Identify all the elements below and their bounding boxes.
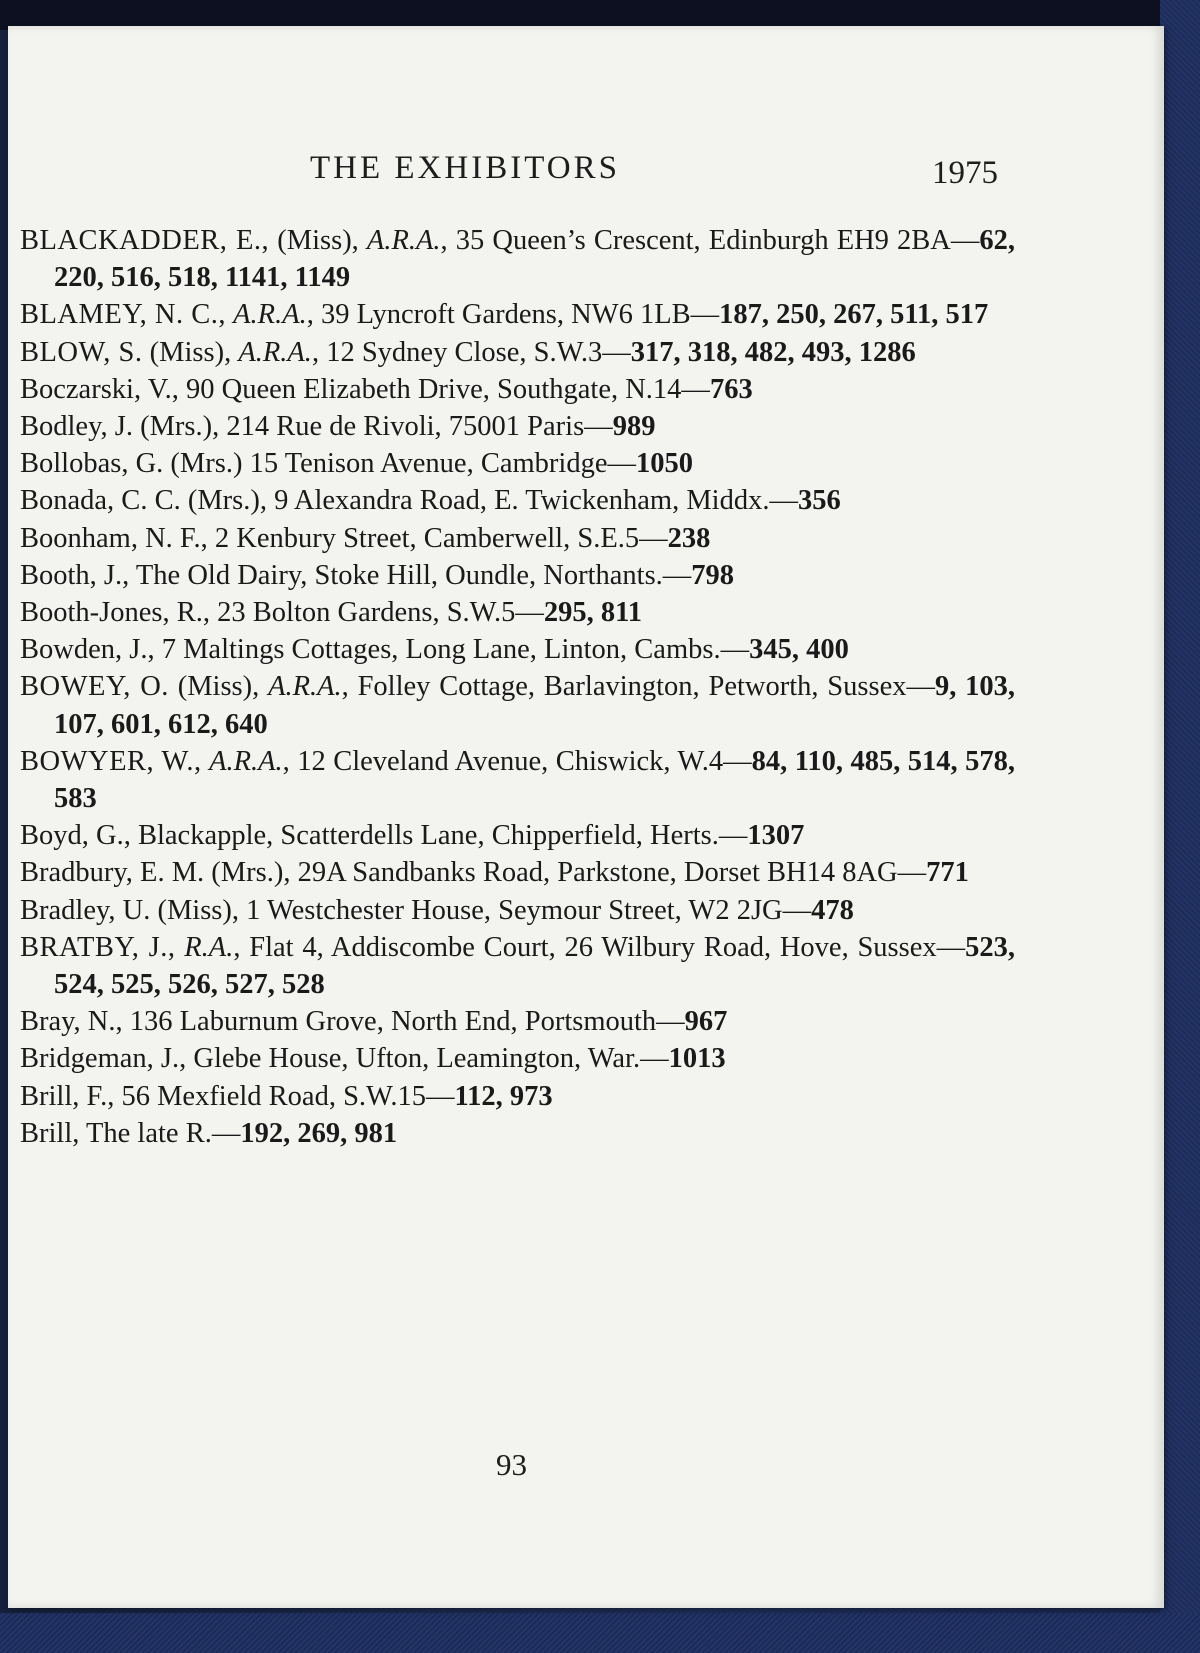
exhibitor-entry — [20, 482, 1015, 519]
exhibitor-entry — [20, 929, 1015, 1003]
exhibitor-address: 9 Alexandra Road, E. Twickenham, Middx.— — [266, 485, 798, 517]
exhibitor-name: Brill, F., — [20, 1080, 115, 1112]
exhibitor-name: Boczarski, V., — [20, 373, 179, 405]
catalogue-numbers: 238 — [667, 522, 711, 554]
exhibitor-detail — [202, 746, 209, 777]
exhibitor-address: , 12 Cleveland Avenue, Chiswick, W.4— — [282, 745, 752, 777]
exhibitor-address: 56 Mexfield Road, S.W.15— — [114, 1080, 455, 1112]
exhibitor-entry — [20, 854, 1015, 891]
exhibitor-name: BOWEY, O. — [20, 671, 169, 703]
exhibitor-name: BRATBY, J., — [20, 931, 176, 963]
exhibitor-entry — [20, 1003, 1015, 1040]
exhibitor-entry — [20, 408, 1015, 445]
exhibitor-detail: (Mrs.), — [180, 485, 267, 517]
catalogue-numbers: 523, 524, 525, 526, 527, 528 — [54, 931, 1016, 1001]
exhibitor-honour: A.R.A. — [366, 225, 441, 256]
exhibitor-address: 136 Laburnum Grove, North End, Portsmouth— — [122, 1006, 685, 1038]
exhibitor-address: 1 Westchester House, Seymour Street, W2 2JG— — [239, 894, 812, 926]
exhibitor-address: Glebe House, Ufton, Leamington, War.— — [186, 1043, 669, 1075]
running-head-title: THE EXHIBITORS — [310, 150, 620, 186]
exhibitor-entry — [20, 743, 1015, 817]
running-head-year: 1975 — [932, 155, 998, 191]
exhibitor-name: Bollobas, G. — [20, 448, 164, 480]
exhibitor-name: Bridgeman, J., — [20, 1043, 187, 1075]
exhibitor-detail: (Miss), — [269, 225, 367, 256]
exhibitor-entry — [20, 1078, 1015, 1115]
exhibitor-entry — [20, 296, 1015, 333]
catalogue-numbers: 9, 103, 107, 601, 612, 640 — [54, 671, 1016, 740]
exhibitor-address: 90 Queen Elizabeth Drive, Southgate, N.14— — [178, 373, 710, 405]
exhibitor-address: The Old Dairy, Stoke Hill, Oundle, Northants.— — [129, 559, 692, 591]
exhibitor-name: Bodley, J. — [20, 411, 133, 443]
exhibitor-address: The late R.— — [79, 1117, 241, 1149]
exhibitor-name: BLACKADDER, E., — [20, 225, 270, 256]
exhibitor-detail: (Mrs.) — [163, 448, 243, 480]
exhibitor-name: Bray, N., — [20, 1006, 123, 1038]
exhibitor-name: Bowden, J., — [20, 634, 155, 666]
exhibitor-address: , Folley Cottage, Barlavington, Petworth, Sussex— — [341, 671, 935, 703]
catalogue-numbers: 771 — [926, 857, 969, 889]
exhibitor-entry — [20, 1115, 1015, 1152]
catalogue-numbers: 345, 400 — [749, 634, 849, 666]
exhibitor-address: , 39 Lyncroft Gardens, NW6 1LB— — [306, 299, 720, 331]
exhibitor-address: , 35 Queen’s Crescent, Edinburgh EH9 2BA— — [440, 225, 980, 256]
exhibitor-name: Booth, J., — [20, 559, 130, 591]
exhibitor-entry — [20, 520, 1015, 557]
exhibitor-entry — [20, 371, 1015, 408]
exhibitor-entry — [20, 222, 1015, 296]
exhibitor-honour: A.R.A. — [209, 745, 283, 777]
exhibitor-honour: A.R.A. — [233, 299, 307, 331]
catalogue-numbers: 84, 110, 485, 514, 578, 583 — [54, 745, 1015, 815]
catalogue-numbers: 1307 — [747, 820, 805, 852]
exhibitor-address: , Flat 4, Addiscombe Court, 26 Wilbury Road, Hove, Sussex— — [233, 931, 966, 963]
exhibitor-entry — [20, 892, 1015, 929]
book-cover-cloth-bottom — [0, 1613, 1200, 1653]
exhibitor-name: Bradley, U. — [20, 894, 151, 926]
exhibitor-address: 214 Rue de Rivoli, 75001 Paris— — [219, 411, 613, 443]
catalogue-numbers: 192, 269, 981 — [240, 1117, 398, 1149]
catalogue-numbers: 967 — [684, 1006, 728, 1038]
exhibitor-name: Bradbury, E. M. — [20, 857, 205, 889]
exhibitor-entry — [20, 594, 1015, 631]
catalogue-numbers: 112, 973 — [454, 1080, 553, 1112]
exhibitor-entry — [20, 1040, 1015, 1077]
exhibitor-name: Boyd, G., — [20, 820, 131, 852]
book-cover-cloth-right — [1160, 0, 1200, 1653]
exhibitor-address: 23 Bolton Gardens, S.W.5— — [210, 597, 544, 629]
exhibitor-entry — [20, 631, 1015, 668]
catalogue-numbers: 798 — [691, 559, 735, 591]
catalogue-numbers: 295, 811 — [543, 597, 643, 629]
catalogue-numbers: 187, 250, 267, 511, 517 — [719, 299, 989, 331]
exhibitor-honour: A.R.A. — [268, 671, 342, 703]
catalogue-numbers: 763 — [709, 373, 753, 405]
exhibitor-entry — [20, 817, 1015, 854]
exhibitor-name: BLOW, S. — [20, 336, 143, 368]
catalogue-numbers: 356 — [797, 485, 841, 517]
exhibitor-address: 29A Sandbanks Road, Parkstone, Dorset BH14 8AG— — [290, 857, 927, 889]
exhibitor-detail: (Miss), — [150, 894, 240, 926]
exhibitor-honour: A.R.A. — [238, 336, 312, 368]
exhibitor-detail: (Mrs.), — [132, 411, 220, 443]
exhibitor-list — [20, 222, 1015, 1152]
exhibitor-entry — [20, 334, 1015, 371]
exhibitor-entry — [20, 445, 1015, 482]
exhibitor-detail: (Mrs.), — [204, 857, 291, 889]
exhibitor-address: Blackapple, Scatterdells Lane, Chipperfield, Herts.— — [130, 820, 748, 852]
exhibitor-address: 2 Kenbury Street, Camberwell, S.E.5— — [207, 522, 668, 554]
catalogue-numbers: 478 — [811, 894, 854, 926]
exhibitor-entry — [20, 668, 1015, 742]
page-number: 93 — [496, 1447, 527, 1482]
exhibitor-name: Booth-Jones, R., — [20, 597, 211, 629]
catalogue-numbers: 989 — [612, 411, 656, 443]
exhibitor-address: , 12 Sydney Close, S.W.3— — [311, 336, 631, 368]
exhibitor-name: Bonada, C. C. — [20, 485, 181, 517]
exhibitor-detail: (Miss), — [142, 336, 239, 368]
catalogue-numbers: 62, 220, 516, 518, 1141, 1149 — [54, 225, 1016, 294]
exhibitor-name: Brill, — [20, 1117, 80, 1149]
exhibitor-address: 7 Maltings Cottages, Long Lane, Linton, Cambs.— — [154, 634, 750, 666]
exhibitor-name: BLAMEY, N. C., — [20, 299, 226, 331]
exhibitor-address: 15 Tenison Avenue, Cambridge— — [242, 448, 636, 480]
exhibitor-detail — [176, 932, 185, 963]
catalogue-numbers: 1013 — [668, 1043, 726, 1075]
exhibitor-detail: (Miss), — [168, 671, 269, 703]
exhibitor-name: BOWYER, W., — [20, 745, 202, 777]
exhibitor-entry — [20, 557, 1015, 594]
exhibitor-honour: R.A. — [184, 931, 234, 963]
exhibitor-name: Boonham, N. F., — [20, 522, 208, 554]
catalogue-numbers: 317, 318, 482, 493, 1286 — [630, 336, 916, 368]
catalogue-numbers: 1050 — [635, 448, 693, 480]
